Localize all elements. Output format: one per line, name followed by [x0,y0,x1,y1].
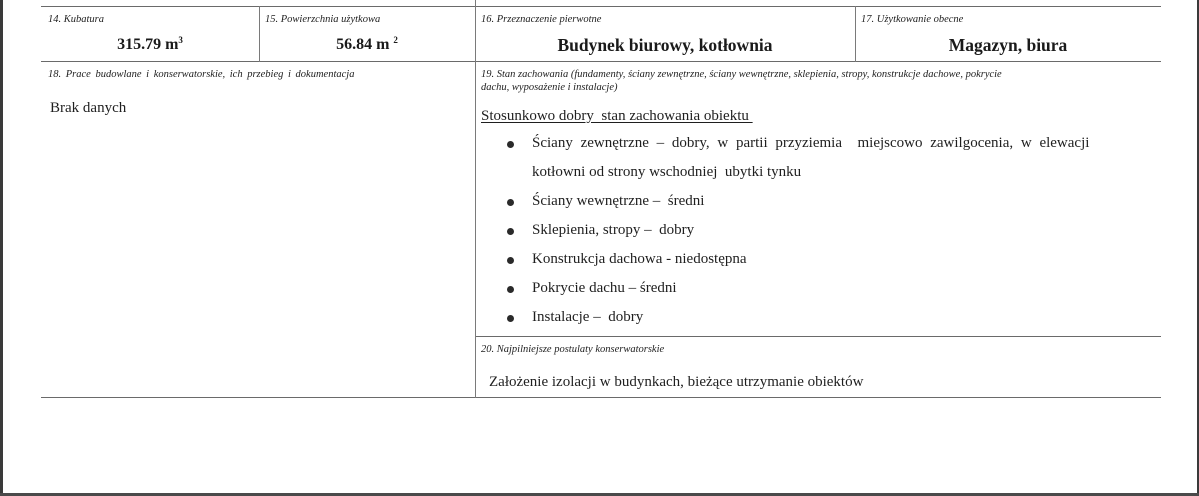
kubatura-label: 14. Kubatura [48,14,105,25]
list-item: Ściany wewnętrzne – średni [505,187,1145,216]
stan-bottom-border [475,336,1161,337]
postulaty-label: 20. Najpilniejsze postulaty konserwatorskie [481,344,665,355]
bullet-icon [507,141,514,148]
table-top-border [41,6,1161,7]
page-edge-left [0,0,3,496]
powierzchnia-value: 56.84 m $^2$ [336,35,398,53]
postulaty-value: Założenie izolacji w budynkach, bieżące utrzymanie obiektów [489,374,864,390]
powierzchnia-label: 15. Powierzchnia użytkowa [265,14,381,25]
uzytkowanie-value: Magazyn, biura [948,35,1068,55]
table-bottom-border [41,397,1161,398]
przeznaczenie-label: 16. Przeznaczenie pierwotne [481,14,602,25]
stan-label-line1: 19. Stan zachowania (fundamenty, ściany zewnętrzne, ściany wewnętrzne, sklepienia, stropy, konstrukcje dachowe, pokrycie [481,69,1002,80]
bullet-icon [507,286,514,293]
stan-label-line2: dachu, wyposażenie i instalacje) [481,82,618,93]
list-item: Pokrycie dachu – średni [505,274,1145,303]
list-item: Ściany zewnętrzne – dobry, w partii przyziemia miejscowo zawilgocenia, w elewacji kotłowni od strony wschodniej ubytki tynku [505,129,1145,187]
stan-items-list [505,129,1145,332]
kubatura-value: 315.79 $m^3$ [117,35,183,53]
przeznaczenie-value: Budynek biurowy, kotłownia [557,35,773,55]
list-item: Konstrukcja dachowa - niedostępna [505,245,1145,274]
stan-summary: Stosunkowo dobry stan zachowania obiektu [481,108,753,124]
uzytkowanie-label: 17. Użytkowanie obecne [861,14,964,25]
row1-bottom-border [41,61,1161,62]
bullet-icon [507,199,514,206]
list-item: Instalacje – dobry [505,303,1145,332]
prace-label: 18. Prace budowlane i konserwatorskie, ich przebieg i dokumentacja [48,69,355,80]
bullet-icon [507,228,514,235]
bullet-icon [507,315,514,322]
divider-15-16 [475,0,476,398]
bullet-icon [507,257,514,264]
list-item: Sklepienia, stropy – dobry [505,216,1145,245]
prace-value: Brak danych [50,100,127,116]
